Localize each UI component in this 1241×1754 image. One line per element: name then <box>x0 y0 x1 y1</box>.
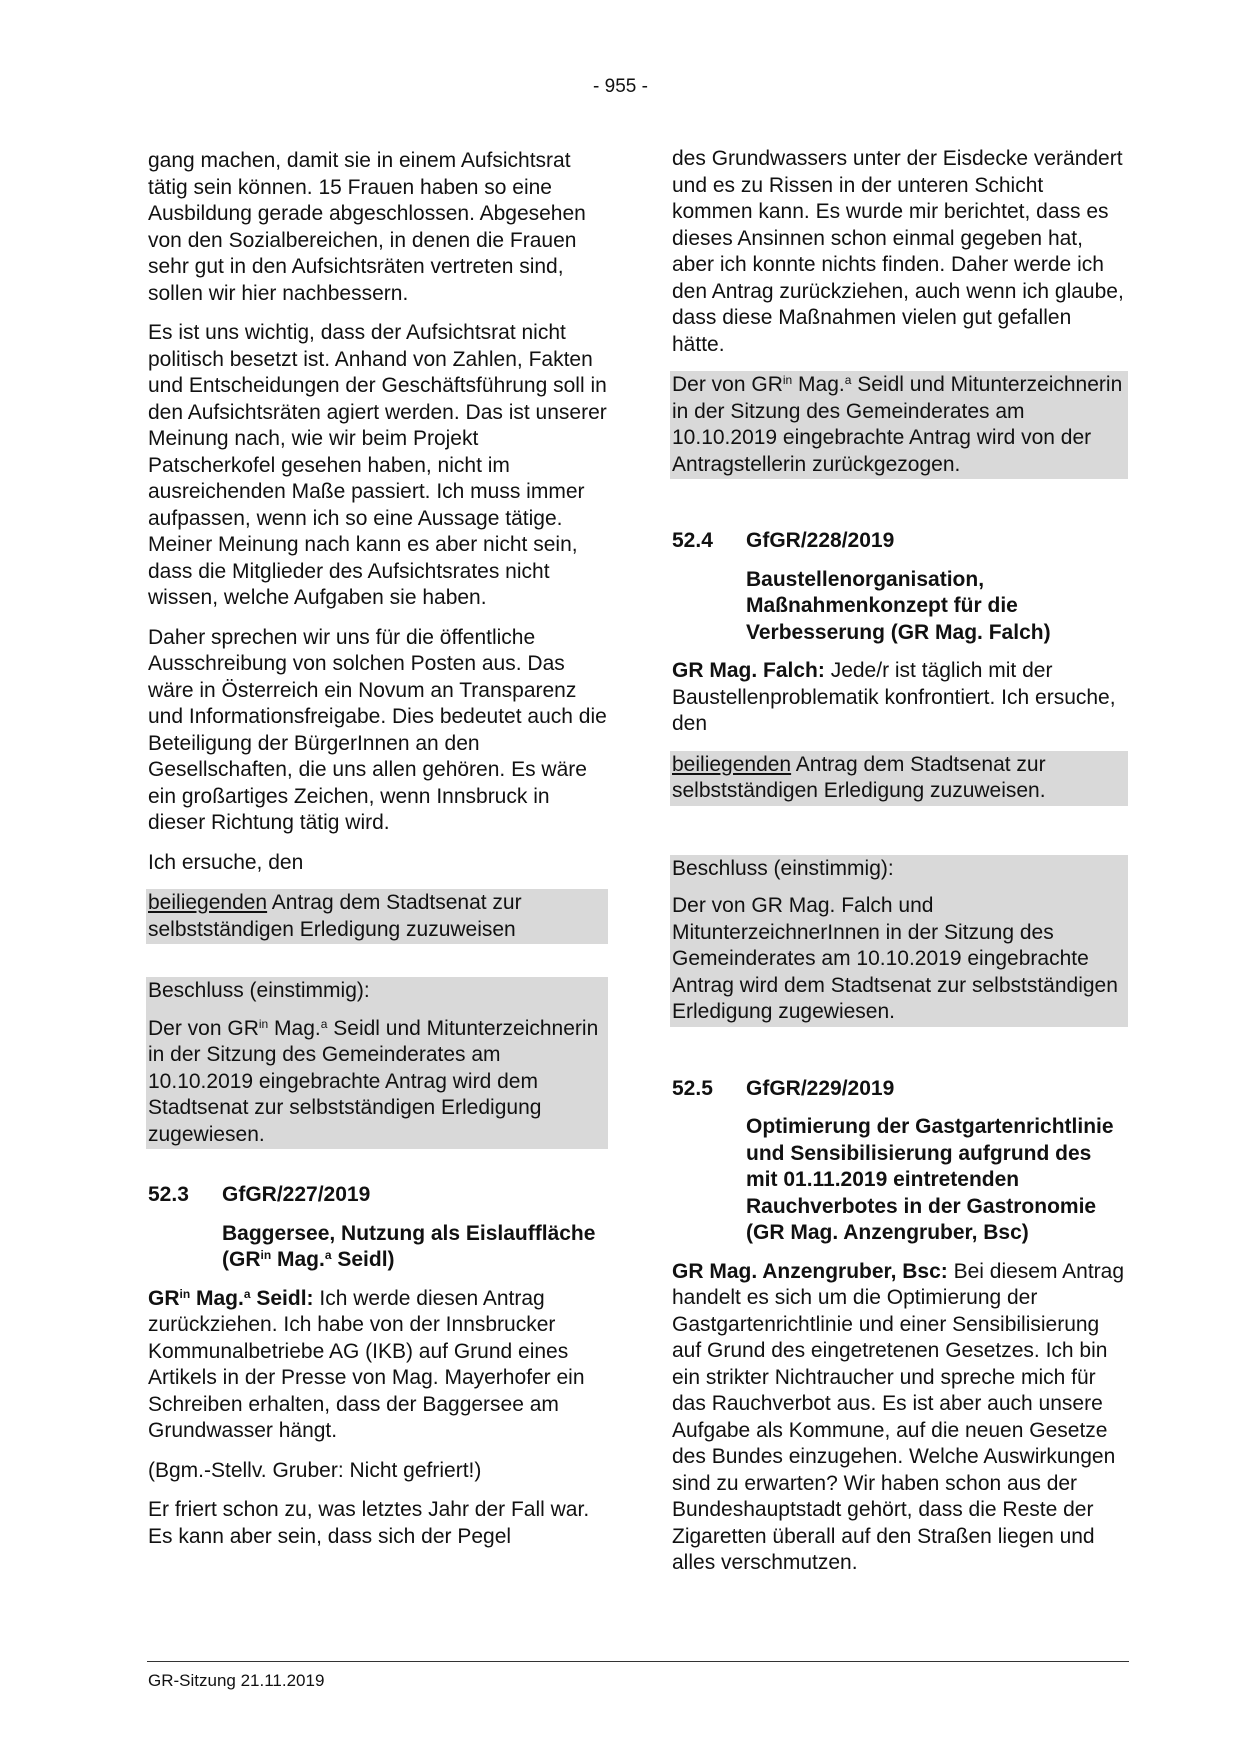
section-title: Baustellenorganisation, Maßnahmenkonzept für die Verbesserung (GR Mag. Falch) <box>746 567 1051 644</box>
resolution-label: Beschluss (einstimmig): <box>672 856 894 880</box>
right-column <box>672 148 1128 1590</box>
interjection: (Bgm.-Stellv. Gruber: Nicht gefriert!) <box>148 1458 482 1482</box>
speech-paragraph: GR Mag. Anzengruber, Bsc: Bei diesem Antrag handelt es sich um die Optimierung der Gastgartenrichtlinie und einer Sensibilisierung auf Grund des eingetretenen Gesetzes. Ich bin ein strikter Nichtraucher und spreche mich für das Rauchverbot aus. Es ist aber auch unsere Aufgabe als Kommune, auf die neuen Gesetze des Bundes einzugehen. Welche Auswirkungen sind zu erwarten? Wir haben schon aus der Bundeshauptstadt gehört, dass die Reste der Zigaretten überall auf den Straßen liegen und alles verschmutzen. <box>672 1259 1125 1574</box>
underlined-word: beiliegenden <box>672 752 792 776</box>
paragraph: Daher sprechen wir uns für die öffentliche Ausschreibung von solchen Posten aus. Das wäre in Österreich ein Novum an Transparenz und Informationsfreigabe. Dies bedeutet auch die Beteiligung der BürgerInnen an den Gesellschaften, die uns allen gehören. Es wäre ein großartiges Zeichen, wenn Innsbruck in dieser Richtung tätig wird. <box>148 625 607 834</box>
speaker-name: GR Mag. Anzengruber, Bsc: <box>672 1259 948 1283</box>
section-title: Optimierung der Gastgartenrichtlinie und Sensibilisierung aufgrund des mit 01.11.2019 eintretenden Rauchverbotes in der Gastronomie (GR Mag. Anzengruber, Bsc) <box>746 1115 1114 1244</box>
resolution-box <box>146 977 608 1149</box>
resolution-text: Der von GR Mag. Falch und MitunterzeichnerInnen in der Sitzung des Gemeinderates am 10.10.2019 eingebrachte Antrag wird dem Stadtsenat zur selbstständigen Erledigung zugewiesen. <box>672 894 1118 1023</box>
paragraph: Ich ersuche, den <box>148 850 304 874</box>
section-heading-52-3: 52.3 GfGR/227/2019 <box>148 1183 371 1206</box>
underlined-word: beiliegenden <box>148 891 268 914</box>
resolution-label: Beschluss (einstimmig): <box>148 979 370 1002</box>
paragraph: Es ist uns wichtig, dass der Aufsichtsrat nicht politisch besetzt ist. Anhand von Zahlen, Fakten und Entscheidungen der Geschäftsführung soll in den Aufsichtsräten agiert werden. Das ist unserer Meinung nach, wie wir beim Projekt Patscherkofel gesehen haben, nicht im ausreichenden Maße passiert. Ich muss immer aufpassen, wenn ich so eine Aussage tätige. Meiner Meinung nach kann es aber nicht sein, dass die Mitglieder des Aufsichtsrates nicht wissen, welche Aufgaben sie haben. <box>148 321 607 609</box>
speech-paragraph: $GR^{in}$ Mag.$^a$ Seidl: Ich werde diesen Antrag zurückziehen. Ich habe von der Innsbrucker Kommunalbetriebe AG (IKB) auf Grund eines Artikels in der Presse von Mag. Mayerhofer ein Schreiben erhalten, dass der Baggersee am Grundwasser hängt. <box>148 1286 585 1442</box>
withdrawal-box: Der von $GR^{in}$ Mag.$^a$ Seidl und Mitunterzeichnerin in der Sitzung des Gemeinderates am 10.10.2019 eingebrachte Antrag wird von der Antragstellerin zurückgezogen. <box>670 371 1128 479</box>
motion-box: beiliegenden Antrag dem Stadtsenat zur selbstständigen Erledigung zuzuweisen. <box>670 751 1128 806</box>
speech-paragraph: GR Mag. Falch: Jede/r ist täglich mit der Baustellenproblematik konfrontiert. Ich ersuche, den <box>672 659 1116 735</box>
resolution-box <box>670 855 1128 1027</box>
paragraph: Er friert schon zu, was letztes Jahr der Fall war. Es kann aber sein, dass sich der Pegel <box>148 1498 590 1548</box>
speaker-name: $GR^{in}$ Mag.$^a$ Seidl: <box>148 1286 314 1310</box>
motion-box: beiliegenden Antrag dem Stadtsenat zur selbstständigen Erledigung zuzuweisen <box>146 889 608 944</box>
section-title: Baggersee, Nutzung als Eislauffläche ($GR^{in}$ Mag.$^a$ Seidl) <box>222 1221 596 1271</box>
resolution-text: Der von $GR^{in}$ Mag.$^a$ Seidl und Mitunterzeichnerin in der Sitzung des Gemeinderates am 10.10.2019 eingebrachte Antrag wird dem Stadtsenat zur selbstständigen Erledigung zugewiesen. <box>148 1016 599 1146</box>
page-number: - 955 - <box>593 76 648 97</box>
speaker-name: GR Mag. Falch: <box>672 659 825 682</box>
paragraph: des Grundwassers unter der Eisdecke verändert und es zu Rissen in der unteren Schicht kommen kann. Es wurde mir berichtet, dass es dieses Ansinnen schon einmal gegeben hat, aber ich konnte nichts finden. Daher werde ich den Antrag zurückziehen, auch wenn ich glaube, dass diese Maßnahmen vielen gut gefallen hätte. <box>672 147 1124 356</box>
footer-divider <box>147 1661 1129 1662</box>
section-heading-52-5: 52.5 GfGR/229/2019 <box>672 1076 895 1100</box>
paragraph: gang machen, damit sie in einem Aufsichtsrat tätig sein können. 15 Frauen haben so eine Ausbildung gerade abgeschlossen. Abgesehen von den Sozialbereichen, in denen die Frauen sehr gut in den Aufsichtsräten vertreten sind, sollen wir hier nachbessern. <box>148 149 586 305</box>
left-column <box>148 148 608 1563</box>
footer-text: GR-Sitzung 21.11.2019 <box>148 1671 325 1690</box>
section-heading-52-4: 52.4 GfGR/228/2019 <box>672 529 895 552</box>
